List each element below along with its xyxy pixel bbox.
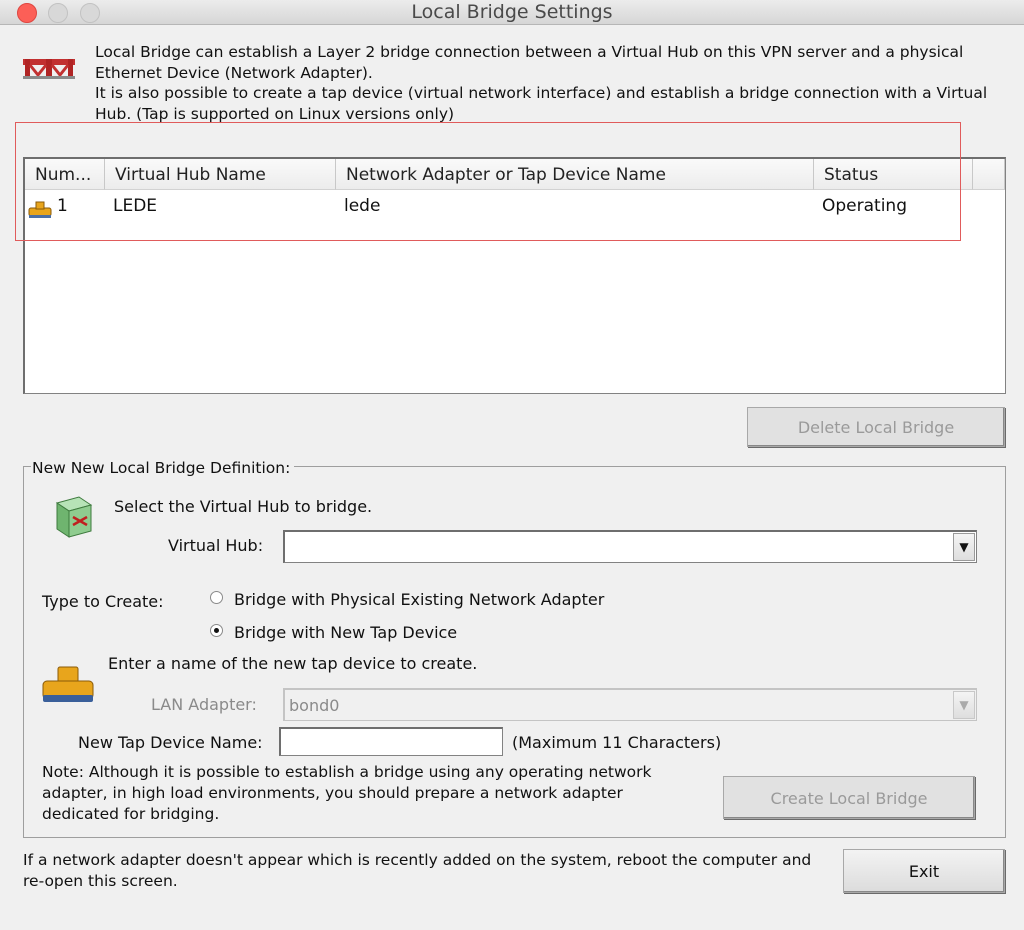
local-bridge-list[interactable] <box>23 157 1006 394</box>
lan-adapter-label: LAN Adapter: <box>151 695 257 714</box>
intro-line-2: It is also possible to create a tap device (virtual network interface) and establish a bridge connection with a Virtual Hub. (Tap is supported on Linux versions only) <box>95 84 988 123</box>
list-header <box>25 159 1005 191</box>
virtual-hub-label: Virtual Hub: <box>168 536 264 555</box>
tap-name-label: New Tap Device Name: <box>78 733 263 752</box>
intro-text <box>95 42 995 124</box>
footer-hint: If a network adapter doesn't appear which is recently added on the system, reboot the computer and re-open this screen. <box>23 851 812 890</box>
tap-prompt-text: Enter a name of the new tap device to create. <box>108 654 478 673</box>
radio-new-tap-device-label[interactable]: Bridge with New Tap Device <box>234 623 458 642</box>
max-chars-hint: (Maximum 11 Characters) <box>512 733 722 752</box>
lan-adapter-dropdown-button[interactable] <box>953 691 975 719</box>
lan-adapter-value: bond0 <box>289 696 340 715</box>
row-hub-name: LEDE <box>113 196 158 216</box>
intro-line-1: Local Bridge can establish a Layer 2 bridge connection between a Virtual Hub on this VPN server and a physical Ethernet Device (Network Adapter). <box>95 43 964 82</box>
column-header-status[interactable]: Status <box>814 159 973 190</box>
virtual-hub-select[interactable] <box>283 530 977 563</box>
radio-physical-adapter[interactable] <box>210 591 223 604</box>
table-row[interactable] <box>25 191 1005 223</box>
virtual-hub-dropdown-button[interactable] <box>953 533 975 561</box>
delete-local-bridge-button[interactable]: Delete Local Bridge <box>747 407 1005 447</box>
type-to-create-label: Type to Create: <box>42 592 164 611</box>
exit-button[interactable]: Exit <box>843 849 1005 893</box>
window-title: Local Bridge Settings <box>411 1 613 23</box>
column-header-num[interactable]: Num... <box>25 159 105 190</box>
radio-new-tap-device[interactable] <box>210 624 223 637</box>
group-label: New New Local Bridge Definition: <box>31 459 294 477</box>
chevron-down-icon: ▼ <box>959 540 969 554</box>
row-status: Operating <box>822 196 907 216</box>
tap-device-icon <box>28 201 52 219</box>
row-num: 1 <box>57 196 68 216</box>
column-header-filler <box>973 159 1005 190</box>
column-header-adapter[interactable]: Network Adapter or Tap Device Name <box>336 159 814 190</box>
virtual-hub-icon <box>53 493 95 541</box>
local-bridge-icon <box>22 50 76 80</box>
row-adapter-name: lede <box>344 196 381 216</box>
title-bar <box>0 0 1024 25</box>
tap-name-input[interactable] <box>279 727 503 756</box>
note-text: Note: Although it is possible to establish a bridge using any operating network adapter, in high load environments, you should prepare a network adapter dedicated for bridging. <box>42 763 652 823</box>
create-local-bridge-button[interactable]: Create Local Bridge <box>723 776 975 819</box>
radio-physical-adapter-label[interactable]: Bridge with Physical Existing Network Adapter <box>234 590 605 609</box>
select-hub-text: Select the Virtual Hub to bridge. <box>114 497 373 516</box>
lan-adapter-select[interactable] <box>283 688 977 721</box>
tap-device-icon-large <box>41 665 95 705</box>
column-header-hub[interactable]: Virtual Hub Name <box>105 159 336 190</box>
chevron-down-icon: ▼ <box>959 698 969 712</box>
